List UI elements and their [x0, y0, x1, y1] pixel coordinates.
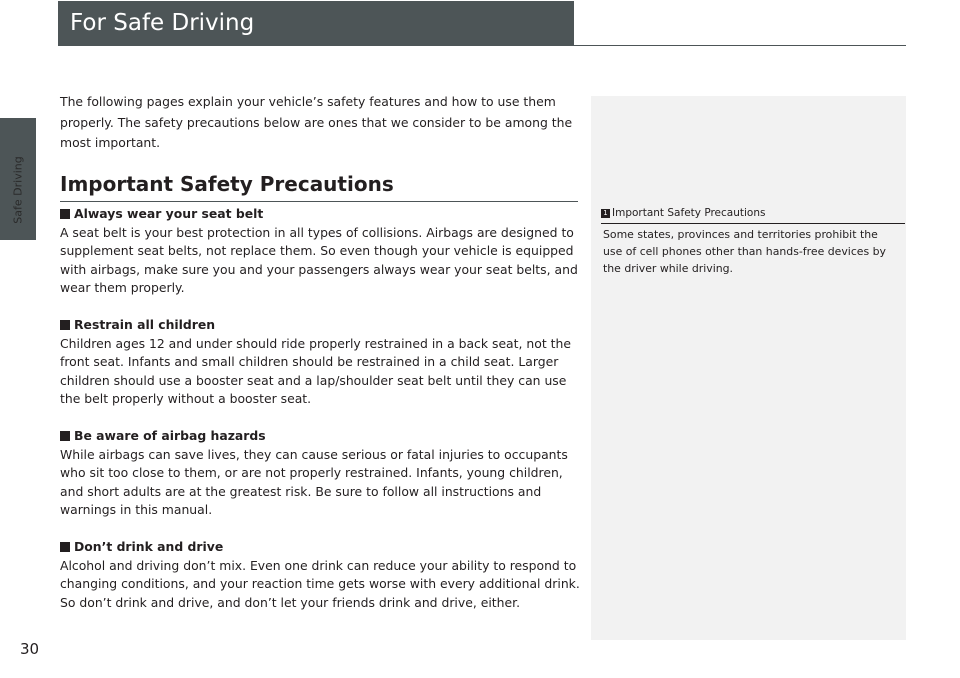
bullet-square-icon — [60, 320, 70, 330]
precaution-body: A seat belt is your best protection in all types of collisions. Airbags are designed to supplement seat belts, not replace them. So even though your vehicle is equipped with airbags, make sure you and your passengers always wear your seat belts, and wear them properly. — [60, 224, 578, 295]
bullet-square-icon — [60, 209, 70, 219]
precaution-item — [60, 205, 580, 298]
intro-paragraph: The following pages explain your vehicle’s safety features and how to use them properly. The safety precautions below are ones that we consider to be among the most important. — [60, 94, 573, 150]
sidenote-panel — [591, 96, 906, 640]
page-title: For Safe Driving — [58, 1, 574, 46]
precaution-heading: Always wear your seat belt — [74, 206, 264, 221]
precaution-item — [60, 538, 580, 612]
page-number: 30 — [20, 640, 40, 658]
sidenote-body: Some states, provinces and territories prohibit the use of cell phones other than hands-free devices by the driver while driving. — [603, 228, 886, 275]
chapter-label: Safe Driving — [11, 156, 25, 224]
title-rule — [574, 45, 906, 46]
bullet-square-icon — [60, 431, 70, 441]
reference-marker-icon: 1 — [601, 209, 610, 218]
bullet-square-icon — [60, 542, 70, 552]
precaution-heading: Don’t drink and drive — [74, 539, 224, 554]
precaution-body: Alcohol and driving don’t mix. Even one drink can reduce your ability to respond to changing conditions, and your reaction time gets worse with every additional drink. So don’t drink and drive, and don’t let your friends drink and drive, either. — [60, 557, 580, 610]
precaution-body: Children ages 12 and under should ride properly restrained in a back seat, not the front seat. Infants and small children should be restrained in a child seat. Larger children should use a booster seat and a lap/shoulder seat belt until they can use the belt properly without a booster seat. — [60, 335, 571, 406]
precaution-heading: Be aware of airbag hazards — [74, 428, 266, 443]
precaution-list — [60, 205, 580, 631]
sidenote-heading — [601, 206, 905, 224]
precaution-body: While airbags can save lives, they can cause serious or fatal injuries to occupants who sit too close to them, or are not properly restrained. Infants, young children, and short adults are at the greatest risk. Be sure to follow all instructions and warnings in this manual. — [60, 446, 568, 517]
sidenote-title: Important Safety Precautions — [612, 207, 766, 219]
precaution-item — [60, 427, 580, 520]
precaution-heading: Restrain all children — [74, 317, 216, 332]
section-heading: Important Safety Precautions — [60, 170, 578, 202]
precaution-item — [60, 316, 580, 409]
